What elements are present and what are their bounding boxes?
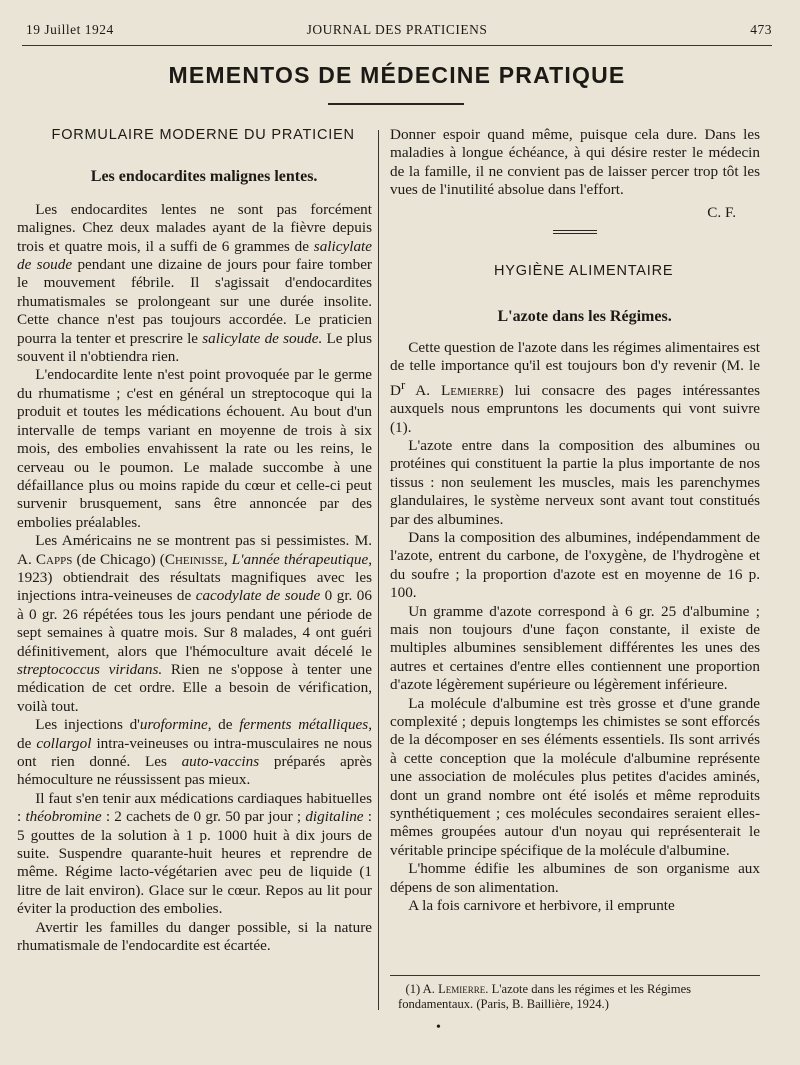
paragraph: Avertir les familles du danger possible, si la nature rhumatismale de l'endocardite est écartée. (17, 918, 372, 955)
stray-mark: • (436, 1020, 441, 1035)
article-title-endocardites: Les endocardites malignes lentes. (90, 168, 318, 186)
section-title-hygiene: HYGIÈNE ALIMENTAIRE (494, 263, 674, 280)
right-column (390, 126, 760, 916)
journal-name: JOURNAL DES PRATICIENS (306, 22, 488, 37)
paragraph-continued: Donner espoir quand même, puisque cela dure. Dans les maladies à longue échéance, à qui désire rester le médecin de la famille, il ne convient pas de laisser percer trop tôt les vues de l'inutilité absolue dans l'effort. (390, 126, 760, 199)
paragraph: Cette question de l'azote dans les régimes alimentaires est de telle importance qu'il est toujours bon d'y revenir (M. le $D^r$ A. Lemierre) lui consacre des pages intéressantes auxquels nous empruntons les documents qui vont suivre (1). (390, 338, 760, 436)
paragraph: Dans la composition des albumines, indépendamment de l'azote, entrent du carbone, de l'oxygène, de l'hydrogène et du soufre ; la proportion d'azote est en moyenne de 16 p. 100. (390, 528, 760, 602)
header-rule (22, 45, 772, 46)
footnote: (1) A. Lemierre. L'azote dans les régimes et les Régimes fondamentaux. (Paris, B. Baillière, 1924.) (398, 982, 692, 1011)
section-title-formulaire: FORMULAIRE MODERNE DU PRATICIEN (51, 127, 355, 143)
paragraph: Un gramme d'azote correspond à 6 gr. 25 d'albumine ; mais non toujours d'une façon constante, il existe de multiples albumines sensiblement différentes les unes des autres et certaines d'entre elles contiennent une proportion d'azote légèrement supérieure ou légèrement inférieure. (390, 602, 760, 694)
article-title-azote: L'azote dans les Régimes. (497, 308, 672, 326)
issue-date: 19 Juillet 1924 (26, 22, 114, 37)
paragraph: Les endocardites lentes ne sont pas forcément malignes. Chez deux malades ayant de la fièvre depuis trois et quatre mois, il a suffi de 6 grammes de salicylate de soude pendant une dizaine de jours pour faire tomber le mouvement fébrile. Il s'agissait d'endocardites rhumatismales se prolongeant sur une durée insolite. Cette chance n'est pas toujours accordée. Le praticien pourra la tenter et prescrire le salicylate de soude. Le plus souvent il n'obtiendra rien. (17, 200, 372, 366)
paragraph: Les Américains ne se montrent pas si pessimistes. M. A. Capps (de Chicago) (Cheinisse, L'année thérapeutique, 1923) obtiendrait des résultats magnifiques avec les injections intra-veineuses de cacodylate de soude 0 gr. 06 à 0 gr. 26 répétées tous les jours pendant une période de sept semaines à quatre mois. Sur 8 malades, 4 ont guéri définitivement, alors que l'hémoculture avait décelé le streptococcus viridans. Rien ne s'oppose à tenter une médication de cet ordre. Elle a besoin de vérification, voilà tout. (17, 532, 373, 715)
column-divider (378, 130, 379, 1010)
running-header (22, 20, 772, 42)
paragraph: L'homme édifie les albumines de son organisme aux dépens de son alimentation. (390, 860, 760, 896)
paragraph: L'endocardite lente n'est point provoquée par le germe du rhumatisme ; c'est en général un streptocoque qui la produit et toutes les médications échouent. Au bout d'un intervalle de temps variant en moyenne de trois à six mois, des embolies envahissent la rate ou les reins, le cerveau ou le poumon. Le malade succombe à une défaillance plus ou moins rapide du cœur et celle-ci peut survenir brusquement, sans être annoncée par des embolies préalables. (17, 366, 372, 531)
page-number: 473 (750, 22, 772, 37)
paragraph: A la fois carnivore et herbivore, il emprunte (408, 897, 675, 915)
author-signature: C. F. (707, 203, 736, 221)
paragraph: L'azote entre dans la composition des albumines ou protéines qui constituent la partie la plus importante de nos tissus : non seulement les muscles, mais les parenchymes glandulaires, le système nerveux sont avant tout constitués par des albumines. (390, 436, 760, 528)
paragraph: La molécule d'albumine est très grosse et d'une grande complexité ; depuis longtemps les chimistes se sont efforcés de la décomposer en ses éléments essentiels. Ils sont arrivés à cette conception que la molécule d'albumine représente une association de molécules plus petites d'acides aminés, dont un grand nombre ont été isolés et même reproduits synthétiquement ; ces molécules secondaires seraient elles-mêmes groupées autour d'un noyau qui représenterait le véritable principe spécifique de la molécule d'albumine. (390, 694, 760, 859)
title-rule (328, 103, 464, 105)
left-column (17, 126, 372, 955)
paragraph: Les injections d'uroformine, de ferments métalliques, de collargol intra-veineuses ou intra-musculaires ne nous ont rien donné. Les auto-vaccins préparés après hémoculture ne réussissent pas mieux. (17, 716, 373, 789)
footnote-rule (390, 975, 760, 976)
paragraph: Il faut s'en tenir aux médications cardiaques habituelles : théobromine : 2 cachets de 0 gr. 50 par jour ; digitaline : 5 gouttes de la solution à 1 p. 1000 huit à dix jours de suite. Suspendre quarante-huit heures et reprendre de même. Régime lacto-végétarien avec peu de liquide (1 litre de lait environ). Glace sur le cœur. Repos au lit pour éviter la production des embolies. (17, 789, 372, 918)
page-title: MEMENTOS DE MÉDECINE PRATIQUE (168, 62, 626, 88)
section-separator (553, 230, 597, 234)
